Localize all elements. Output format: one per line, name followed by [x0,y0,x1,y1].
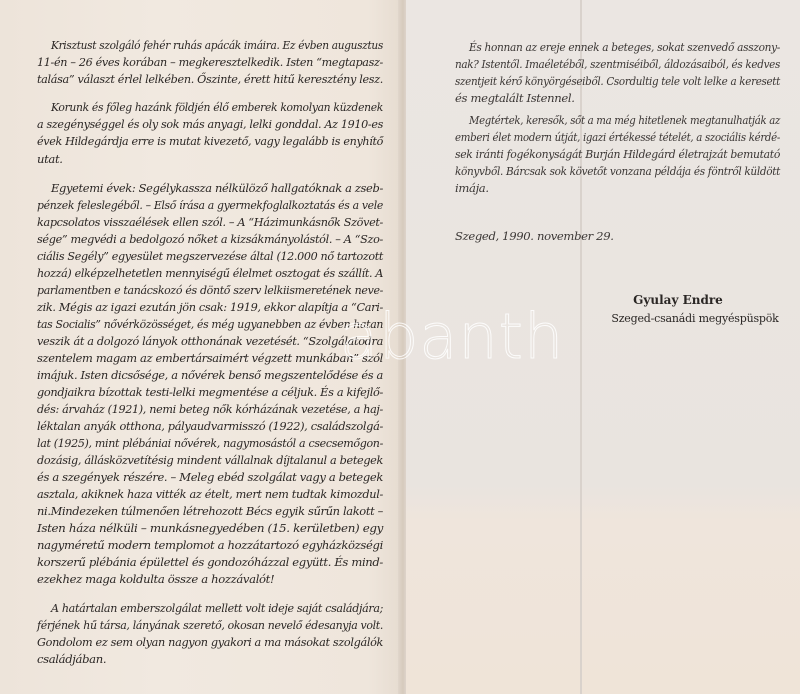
text-line: lat (1925), mint plébániai nővérek, nagymosástól a csecsemőgon- [37,436,383,450]
text-line: és a szegények részére. – Meleg ebéd szolgálat vagy a betegek [37,470,383,484]
text-line: veszik át a dolgozó lányok otthonának vezetését. “Szolgálatodra [37,334,383,348]
text-line: sége” megvédi a bedolgozó nőket a kizsákmányolástól. – A “Szo- [37,232,383,246]
paper-fold-line [580,0,582,694]
text-line: ni.Mindezeken túlmenően létrehozott Bécs egyik sűrűn lakott – [37,504,383,518]
text-line: és megtalált Istennel. [455,91,575,105]
text-line: korszerű plébánia épülettel és gondozóházzal együtt. És mind- [37,555,383,569]
text-line: férjének hű társa, lányának szerető, okosan nevelő édesanyja volt. [37,618,383,632]
text-line: évek Hildegárdja erre is mutat kivezető, vagy legalább is enyhítő [37,134,383,148]
text-line: imájuk. Isten dicsősége, a nővérek benső megszentelődése és a [37,368,383,382]
text-line: sek iránti fogékonyságát Burján Hildegárd életrajzát bemutató [455,147,780,161]
text-line: imája. [455,181,489,195]
text-line: Krisztust szolgáló fehér ruhás apácák imáira. Ez évben augusztus [51,38,383,52]
text-line: a szegénységgel és oly sok más anyagi, lelki gonddal. Az 1910-es [37,117,383,131]
text-line: Gondolom ez sem olyan nagyon gyakori a ma másokat szolgálók [37,635,383,649]
text-line: asztala, akiknek haza vitték az ételt, mert nem tudtak kimozdul- [37,487,383,501]
text-line: családjában. [37,652,107,666]
text-line: És honnan az ereje ennek a beteges, sokat szenvedő asszony- [469,40,780,54]
text-line: Megtértek, keresők, sőt a ma még hitetlenek megtanulhatják az [469,113,780,127]
signature-title: Szeged-csanádi megyéspüspök [611,312,779,325]
text-line: hozzá) elképzelhetetlen mennyiségű élelmet osztogat és szállít. A [37,266,383,280]
text-line: dozásig, állásközvetítésig mindent vállalnak díjtalanul a betegek [37,453,383,467]
text-line: tas Socialis” nővérközösséget, és még ugyanebben az évben hatan [37,317,383,331]
text-line: nagyméretű modern templomot a hozzátartozó egyházközségi [37,538,384,552]
text-line: Isten háza nélküli – munkásnegyedében (15. kerületben) egy [37,521,383,535]
text-line: kapcsolatos visszaélések ellen szól. – A “Házimunkásnők Szövet- [37,215,383,229]
text-line: 11-én – 26 éves korában – megkeresztelkedik. Isten “megtapasz- [37,55,383,69]
text-line: dés: árvaház (1921), nemi beteg nők kórházának vezetése, a haj- [37,402,383,416]
text-line: léktalan anyák otthona, pályaudvarmisszó (1922), családszolgá- [37,419,383,433]
text-line: A határtalan emberszolgálat mellett volt ideje saját családjára; [51,601,383,615]
text-line: Korunk és főleg hazánk földjén élő emberek komolyan küzdenek [51,100,383,114]
text-line: zik. Mégis az igazi ezután jön csak: 1919, ekkor alapítja a “Cari- [37,300,383,314]
text-line: parlamentben e tanácskozó és döntő szerv lelkiismeretének neve- [37,283,383,297]
text-line: talása” választ érlel lelkében. Őszinte, érett hitű keresztény lesz. [37,72,383,86]
text-line: utat. [37,152,63,166]
text-line: szentelem magam az embertársaimért végzett munkában” szól [37,351,383,365]
text-line: ezekhez maga koldulta össze a hozzávalót! [37,572,275,586]
text-line: szentjeit kérő könyörgéseiből. Csordultig tele volt lelke a keresett [455,74,780,88]
signature-name: Gyulay Endre [633,293,723,307]
text-line: Egyetemi évek: Segélykassza nélkülöző hallgatóknak a zseb- [51,181,383,195]
dateline: Szeged, 1990. november 29. [455,229,614,243]
text-line: gondjaikra bízottak testi-lelki megmentése a céljuk. És a kifejlő- [37,385,383,399]
text-line: nak? Istentől. Imaéletéből, szentmiséiből, áldozásaiból, és kedves [455,57,780,71]
text-line: ciális Segély” egyesület megszervezése által (12.000 nő tartozott [37,249,383,263]
text-line: pénzek feleslegéből. – Első írása a gyermekfoglalkoztatás és a vele [37,198,383,212]
text-line: emberi élet modern útját, igazi értékessé tételét, a szociális kérdé- [455,130,780,144]
text-line: könyvből. Bárcsak sok követőt vonzana példája és föntről küldött [455,164,780,178]
